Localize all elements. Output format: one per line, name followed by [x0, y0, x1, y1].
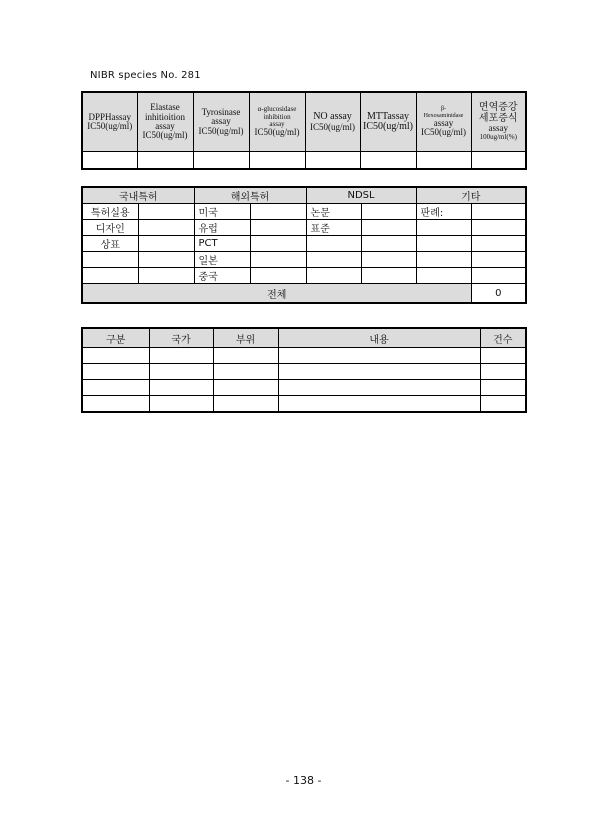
patent-label-cell: 일본	[194, 252, 250, 268]
patent-value-cell[interactable]	[471, 236, 526, 252]
assay-header-no: NO assay IC50(ug/ml)	[305, 92, 360, 152]
record-header-country: 국가	[149, 328, 213, 348]
patent-value-cell[interactable]	[250, 236, 306, 252]
patent-value-cell[interactable]	[138, 268, 194, 284]
assay-table	[81, 91, 527, 170]
record-header-count: 건수	[480, 328, 526, 348]
patent-label-cell: 디자인	[82, 220, 138, 236]
assay-header-alpha-glucosidase: α-glucosidase inhibition assay IC50(ug/ml)	[249, 92, 305, 152]
record-cell[interactable]	[278, 380, 480, 396]
patent-header-overseas: 해외특허	[194, 187, 306, 204]
patent-header-row	[82, 187, 526, 204]
patent-label-cell: 상표	[82, 236, 138, 252]
patent-value-cell[interactable]	[361, 252, 416, 268]
patent-label-cell: 판례:	[416, 204, 471, 220]
record-header-content: 내용	[278, 328, 480, 348]
record-cell[interactable]	[480, 396, 526, 413]
patent-value-cell[interactable]	[250, 252, 306, 268]
record-header-category: 구분	[82, 328, 149, 348]
page-number: - 138 -	[285, 774, 322, 787]
patent-label-cell	[306, 236, 361, 252]
patent-value-cell[interactable]	[250, 268, 306, 284]
patent-label-cell: 유럽	[194, 220, 250, 236]
assay-header-row	[82, 92, 526, 152]
patent-label-cell: 중국	[194, 268, 250, 284]
patent-row	[82, 268, 526, 284]
assay-header-mtt: MTTassay IC50(ug/ml)	[360, 92, 416, 152]
record-cell[interactable]	[480, 364, 526, 380]
record-cell[interactable]	[278, 396, 480, 413]
patent-label-cell	[82, 268, 138, 284]
record-cell[interactable]	[82, 348, 149, 364]
patent-table	[81, 186, 527, 304]
record-cell[interactable]	[82, 380, 149, 396]
assay-value-cell[interactable]	[471, 152, 526, 170]
assay-value-cell[interactable]	[137, 152, 193, 170]
patent-label-cell	[416, 268, 471, 284]
patent-label-cell: 미국	[194, 204, 250, 220]
assay-header-elastase: Elastase inhitioition assay IC50(ug/ml)	[137, 92, 193, 152]
patent-value-cell[interactable]	[471, 220, 526, 236]
patent-label-cell: 특허실용	[82, 204, 138, 220]
patent-label-cell	[306, 268, 361, 284]
species-number-label: NIBR species No. 281	[90, 70, 201, 81]
record-cell[interactable]	[149, 396, 213, 413]
patent-row	[82, 236, 526, 252]
patent-row	[82, 252, 526, 268]
assay-value-cell[interactable]	[305, 152, 360, 170]
patent-total-label: 전체	[82, 284, 471, 304]
record-row	[82, 380, 526, 396]
record-table	[81, 327, 527, 413]
patent-header-ndsl: NDSL	[306, 187, 416, 204]
patent-value-cell[interactable]	[361, 204, 416, 220]
record-row	[82, 364, 526, 380]
assay-header-immune-cell: 면역증강 세포증식 assay 100ug/ml(%)	[471, 92, 526, 152]
patent-value-cell[interactable]	[138, 204, 194, 220]
patent-value-cell[interactable]	[361, 236, 416, 252]
patent-label-cell: PCT	[194, 236, 250, 252]
record-cell[interactable]	[149, 348, 213, 364]
record-cell[interactable]	[480, 380, 526, 396]
patent-label-cell: 표준	[306, 220, 361, 236]
patent-value-cell[interactable]	[138, 236, 194, 252]
assay-value-cell[interactable]	[82, 152, 137, 170]
patent-value-cell[interactable]	[361, 268, 416, 284]
record-cell[interactable]	[149, 364, 213, 380]
patent-label-cell	[82, 252, 138, 268]
patent-label-cell	[416, 220, 471, 236]
record-cell[interactable]	[480, 348, 526, 364]
patent-value-cell[interactable]	[250, 220, 306, 236]
patent-total-value: 0	[471, 284, 526, 304]
assay-header-dpph: DPPHassay IC50(ug/ml)	[82, 92, 137, 152]
assay-value-cell[interactable]	[193, 152, 249, 170]
record-row	[82, 396, 526, 413]
assay-header-beta-hexosaminidase: β- Hexosaminidase assay IC50(ug/ml)	[416, 92, 471, 152]
record-cell[interactable]	[213, 380, 278, 396]
record-header-row	[82, 328, 526, 348]
patent-value-cell[interactable]	[471, 204, 526, 220]
patent-label-cell	[306, 252, 361, 268]
patent-value-cell[interactable]	[138, 220, 194, 236]
record-cell[interactable]	[278, 348, 480, 364]
record-cell[interactable]	[213, 396, 278, 413]
patent-value-cell[interactable]	[471, 268, 526, 284]
patent-total-row	[82, 284, 526, 304]
assay-value-cell[interactable]	[360, 152, 416, 170]
record-cell[interactable]	[278, 364, 480, 380]
patent-label-cell	[416, 236, 471, 252]
assay-header-tyrosinase: Tyrosinase assay IC50(ug/ml)	[193, 92, 249, 152]
record-cell[interactable]	[82, 396, 149, 413]
patent-value-cell[interactable]	[361, 220, 416, 236]
record-row	[82, 348, 526, 364]
patent-header-etc: 기타	[416, 187, 526, 204]
record-cell[interactable]	[213, 364, 278, 380]
patent-value-cell[interactable]	[250, 204, 306, 220]
record-cell[interactable]	[149, 380, 213, 396]
patent-row	[82, 220, 526, 236]
patent-header-domestic: 국내특허	[82, 187, 194, 204]
patent-label-cell: 논문	[306, 204, 361, 220]
assay-value-row	[82, 152, 526, 170]
patent-label-cell	[416, 252, 471, 268]
record-cell[interactable]	[82, 364, 149, 380]
patent-value-cell[interactable]	[138, 252, 194, 268]
record-cell[interactable]	[213, 348, 278, 364]
patent-row	[82, 204, 526, 220]
patent-value-cell[interactable]	[471, 252, 526, 268]
assay-value-cell[interactable]	[416, 152, 471, 170]
assay-value-cell[interactable]	[249, 152, 305, 170]
record-header-part: 부위	[213, 328, 278, 348]
